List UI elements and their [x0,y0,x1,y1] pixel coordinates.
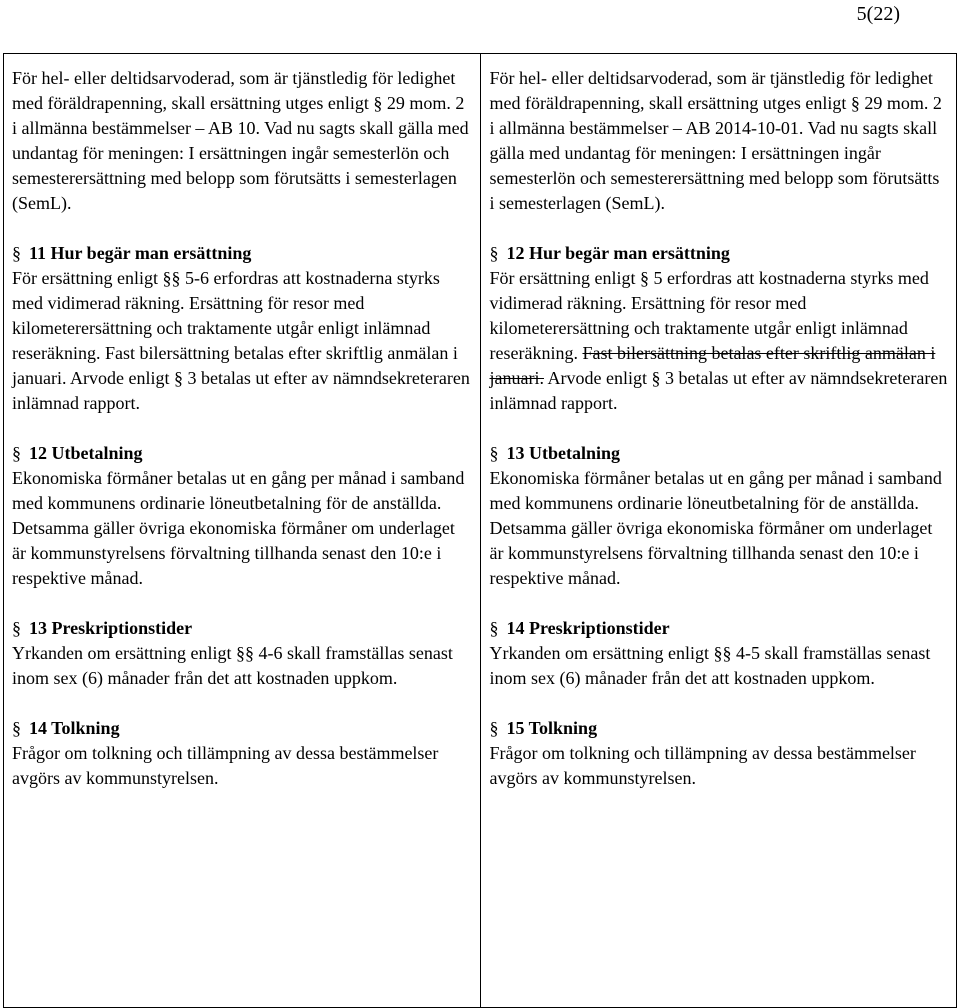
intro-paragraph: För hel- eller deltidsarvoderad, som är tjänstledig för ledighet med föräldrapenning, skall ersättning utges enligt § 29 mom. 2 i allmänna bestämmelser – AB 2014-10-01. Vad nu sagts skall gälla med undantag för meningen: I ersättningen ingår semesterlön och semesterersättning med belopp som förutsätts i semesterlagen (SemL). [489,68,942,213]
section-body: Frågor om tolkning och tillämpning av dessa bestämmelser avgörs av kommunstyrelsen. [12,743,439,788]
section-title: 13 Utbetalning [506,443,621,463]
table-row [4,54,957,1008]
section-title: 13 Preskriptionstider [29,618,193,638]
struck-text: Fast bilersättning betalas efter skriftlig anmälan i januari. [489,343,936,388]
section-heading [12,241,472,266]
intro-paragraph: För hel- eller deltidsarvoderad, som är tjänstledig för ledighet med föräldrapenning, skall ersättning utges enligt § 29 mom. 2 i allmänna bestämmelser – AB 10. Vad nu sagts skall gälla med undantag för meningen: I ersättningen ingår semesterlön och semesterersättning med belopp som förutsätts i semesterlagen (SemL). [12,68,469,213]
section-sign: § [489,443,499,463]
section-sign: § [489,243,499,263]
section-block [12,716,472,791]
body-text: Arvode enligt § 3 betalas ut efter av nämndsekreteraren inlämnad rapport. [489,368,948,413]
right-column-proposed-text [480,54,957,1008]
section-title: 12 Hur begär man ersättning [506,243,730,263]
section-block [490,716,949,791]
section-block [490,441,949,591]
section-heading [490,441,949,466]
section-body: Ekonomiska förmåner betalas ut en gång per månad i samband med kommunens ordinarie löneutbetalning för de anställda. Detsamma gäller övriga ekonomiska förmåner om underlaget är kommunstyrelsens förvaltning tillhanda senast den 10:e i respektive månad. [12,468,465,588]
section-block [12,441,472,591]
section-heading [12,716,472,741]
section-sign: § [12,718,21,738]
section-heading [490,716,949,741]
section-block [12,241,472,416]
section-title: 14 Tolkning [29,718,120,738]
comparison-table [3,53,957,1008]
section-sign: § [489,718,499,738]
section-block [490,241,949,416]
section-body: Yrkanden om ersättning enligt §§ 4-6 skall framställas senast inom sex (6) månader från det att kostnaden uppkom. [12,643,453,688]
section-heading [12,616,472,641]
section-body [490,266,949,416]
section-heading [490,241,949,266]
section-sign: § [12,243,21,263]
section-title: 12 Utbetalning [29,443,143,463]
section-block [490,616,949,691]
body-text: För ersättning enligt § 5 erfordras att kostnaderna styrks med vidimerad räkning. Ersättning för resor med kilometerersättning och traktamente utgår enligt inlämnad reseräkning. [489,268,929,363]
section-title: 15 Tolkning [506,718,598,738]
page-number: 5(22) [856,3,900,25]
section-block [12,616,472,691]
section-sign: § [12,443,21,463]
section-heading [490,616,949,641]
section-sign: § [12,618,21,638]
section-body: Ekonomiska förmåner betalas ut en gång per månad i samband med kommunens ordinarie löneutbetalning för de anställda. Detsamma gäller övriga ekonomiska förmåner om underlaget är kommunstyrelsens förvaltning tillhanda senast den 10:e i respektive månad. [489,468,942,588]
left-column-current-text [4,54,481,1008]
section-heading [12,441,472,466]
section-title: 11 Hur begär man ersättning [29,243,252,263]
section-body: Yrkanden om ersättning enligt §§ 4-5 skall framställas senast inom sex (6) månader från det att kostnaden uppkom. [489,643,931,688]
section-body: Frågor om tolkning och tillämpning av dessa bestämmelser avgörs av kommunstyrelsen. [489,743,916,788]
section-body: För ersättning enligt §§ 5-6 erfordras att kostnaderna styrks med vidimerad räkning. Ersättning för resor med kilometerersättning och traktamente utgår enligt inlämnad reseräkning. Fast bilersättning betalas efter skriftlig anmälan i januari. Arvode enligt § 3 betalas ut efter av nämndsekreteraren inlämnad rapport. [12,268,470,413]
section-title: 14 Preskriptionstider [506,618,670,638]
section-sign: § [489,618,499,638]
